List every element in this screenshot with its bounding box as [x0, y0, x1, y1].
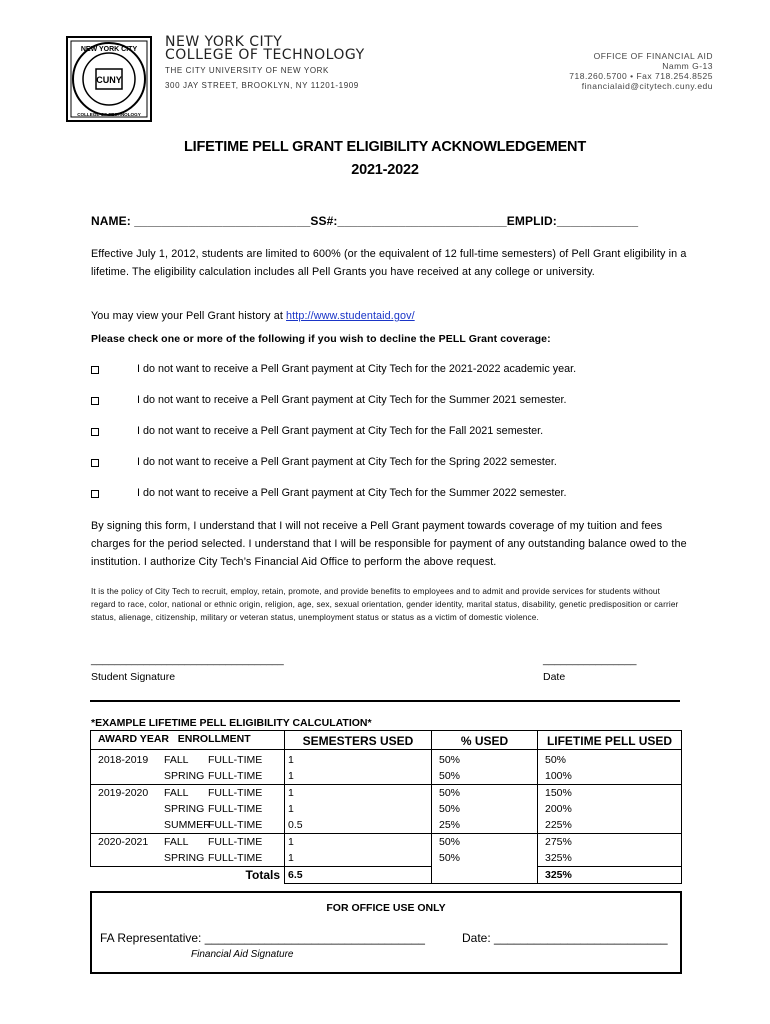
student-signature-line[interactable]: _________________________________ — [91, 654, 284, 666]
office-line-2: Namm G-13 — [662, 61, 713, 71]
calc-pct-cell: 50% 50% 25% — [432, 785, 538, 834]
student-fields-line[interactable]: NAME: __________________________SS#:_________________________EMPLID:____________ — [91, 214, 639, 228]
option-label: I do not want to receive a Pell Grant payment at City Tech for the Fall 2021 semester. — [137, 425, 544, 437]
calc-year-cell: 2018-2019 FALL FULL-TIME SPRING FULL-TIME — [91, 750, 285, 785]
option-label: I do not want to receive a Pell Grant payment at City Tech for the Summer 2021 semester. — [137, 394, 567, 406]
office-contact — [569, 51, 713, 91]
calc-header-lifetime: LIFETIME PELL USED — [538, 731, 682, 750]
calc-totals-label: Totals — [91, 867, 285, 884]
office-line-3: 718.260.5700 • Fax 718.254.8525 — [569, 71, 713, 81]
date-line[interactable]: ________________ — [543, 654, 637, 666]
calc-header-pct: % USED — [432, 731, 538, 750]
office-line-4: financialaid@citytech.cuny.edu — [581, 81, 713, 91]
seal-center-text: CUNY — [96, 75, 122, 85]
calc-lifetime-cell: 275% 325% — [538, 834, 682, 867]
decline-instruction: Please check one or more of the following if you wish to decline the PELL Grant coverage: — [91, 333, 551, 345]
calc-year-cell: 2019-2020 FALL FULL-TIME SPRING FULL-TIME SUMMERFULL-TIME — [91, 785, 285, 834]
calc-group-row — [91, 834, 682, 867]
section-divider — [90, 700, 680, 702]
calc-header-semesters: SEMESTERS USED — [285, 731, 432, 750]
calc-lifetime-cell: 150% 200% 225% — [538, 785, 682, 834]
institution-line-4: 300 JAY STREET, BROOKLYN, NY 11201-1909 — [165, 81, 359, 90]
intro-paragraph: Effective July 1, 2012, students are limited to 600% (or the equivalent of 12 full-time semesters) of Pell Grant eligibility in a lifetime. The eligibility calculation includes all Pell Grants you have received at any college or university. — [91, 248, 687, 278]
option-checkbox[interactable] — [91, 428, 99, 436]
fa-representative-field[interactable]: FA Representative: _________________________________ — [100, 931, 425, 945]
studentaid-link[interactable]: http://www.studentaid.gov/ — [286, 310, 415, 322]
history-paragraph — [91, 307, 691, 325]
institution-address — [165, 64, 359, 92]
date-label: Date — [543, 671, 566, 683]
calc-totals-lifetime: 325% — [538, 867, 682, 884]
option-checkbox[interactable] — [91, 397, 99, 405]
office-use-heading: FOR OFFICE USE ONLY — [326, 902, 446, 914]
option-label: I do not want to receive a Pell Grant payment at City Tech for the Spring 2022 semester. — [137, 456, 557, 468]
institution-name — [165, 36, 365, 62]
calc-totals-semesters: 6.5 — [285, 867, 432, 884]
office-date-field[interactable]: Date: __________________________ — [462, 931, 668, 945]
option-checkbox[interactable] — [91, 366, 99, 374]
calc-group-row — [91, 750, 682, 785]
institution-line-2: COLLEGE OF TECHNOLOGY — [165, 47, 365, 63]
history-text: You may view your Pell Grant history at — [91, 310, 287, 322]
form-title: LIFETIME PELL GRANT ELIGIBILITY ACKNOWLEDGEMENT — [184, 139, 586, 155]
student-signature-label: Student Signature — [91, 671, 176, 683]
fa-signature-label: Financial Aid Signature — [191, 949, 294, 960]
calc-pct-cell: 50% 50% — [432, 750, 538, 785]
option-label: I do not want to receive a Pell Grant payment at City Tech for the 2021-2022 academic year. — [137, 363, 577, 375]
college-seal-logo — [66, 36, 152, 122]
option-checkbox[interactable] — [91, 490, 99, 498]
form-year: 2021-2022 — [351, 162, 419, 178]
policy-paragraph: It is the policy of City Tech to recruit, employ, retain, promote, and provide benefits to employees and to admit and provide services for students without regard to race, color, national or ethnic origin, religion, age, sex, sexual orientation, gender identity, marital status, disability, genetic predisposition or carrier status, alienage, citizenship, military or veteran status, unemployment status or status as a victim of domestic violence. — [91, 587, 679, 622]
institution-line-3: THE CITY UNIVERSITY OF NEW YORK — [165, 66, 329, 75]
option-label: I do not want to receive a Pell Grant payment at City Tech for the Summer 2022 semester. — [137, 487, 567, 499]
calc-semesters-cell: 1 1 0.5 — [285, 785, 432, 834]
calc-table — [90, 730, 682, 884]
option-checkbox[interactable] — [91, 459, 99, 467]
calc-semesters-cell: 1 1 — [285, 834, 432, 867]
calc-totals-row — [91, 867, 682, 884]
calc-group-row — [91, 785, 682, 834]
signing-paragraph: By signing this form, I understand that I will not receive a Pell Grant payment towards coverage of my tuition and fees charges for the period selected. I understand that I will be responsible for payment of any outstanding balance owed to the institution. I authorize City Tech’s Financial Aid Office to perform the above request. — [91, 520, 687, 568]
institution-line-1: NEW YORK CITY — [165, 34, 283, 50]
calc-semesters-cell: 1 1 — [285, 750, 432, 785]
calc-title: *EXAMPLE LIFETIME PELL ELIGIBILITY CALCULATION* — [91, 717, 372, 729]
seal-bottom-text: COLLEGE OF TECHNOLOGY — [77, 112, 141, 117]
calc-lifetime-cell: 50% 100% — [538, 750, 682, 785]
calc-pct-cell: 50% 50% — [432, 834, 538, 884]
calc-header-row — [91, 731, 682, 750]
office-use-box — [90, 891, 682, 974]
seal-top-text: NEW YORK CITY — [80, 46, 138, 53]
office-line-1: OFFICE OF FINANCIAL AID — [593, 51, 713, 61]
calc-year-cell: 2020-2021 FALL FULL-TIME SPRING FULL-TIME — [91, 834, 285, 867]
calc-header-award-enrollment: AWARD YEAR ENROLLMENT — [91, 731, 285, 750]
